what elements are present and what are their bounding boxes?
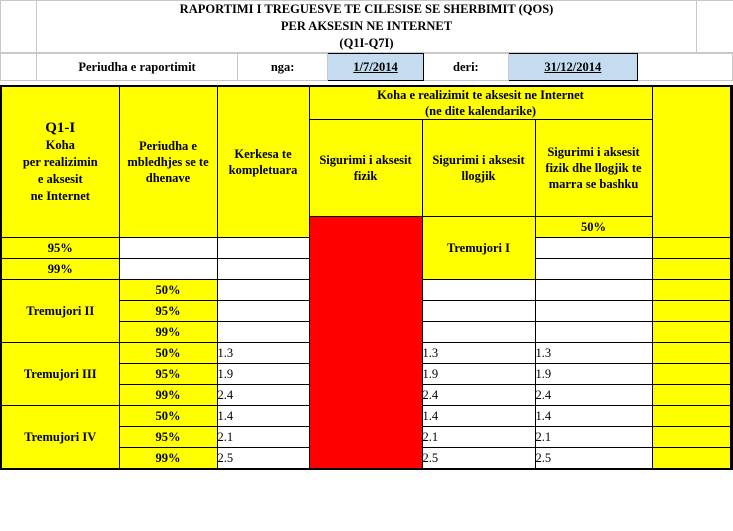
value-physical[interactable]: 2.1 xyxy=(217,427,309,448)
value-combined[interactable] xyxy=(535,280,652,301)
red-indicator-block xyxy=(309,217,422,470)
header-indicator-q1i xyxy=(1,86,119,238)
header-collection-period: Periudha e mbledhjes se te dhenave xyxy=(119,86,217,238)
row-right-spacer xyxy=(652,238,730,259)
period-from-value[interactable]: 1/7/2014 xyxy=(328,54,423,81)
title-line-3: (Q1I-Q7I) xyxy=(339,36,394,50)
indicator-line-2: per realizimin xyxy=(22,154,98,169)
value-combined[interactable] xyxy=(535,259,652,280)
row-right-spacer xyxy=(652,385,730,406)
period-right-spacer xyxy=(637,54,732,81)
value-combined[interactable] xyxy=(535,238,652,259)
row-right-spacer xyxy=(652,301,730,322)
value-combined[interactable]: 2.4 xyxy=(535,385,652,406)
requirement-pct: 99% xyxy=(119,448,217,470)
title-line-2: PER AKSESIN NE INTERNET xyxy=(280,19,453,33)
value-combined[interactable] xyxy=(535,322,652,343)
value-logical[interactable] xyxy=(422,322,535,343)
row-right-spacer xyxy=(652,280,730,301)
period-left-spacer xyxy=(1,54,37,81)
title-left-spacer xyxy=(1,1,37,53)
value-physical[interactable] xyxy=(119,259,217,280)
quarter-label-1: Tremujori I xyxy=(422,217,535,280)
value-logical[interactable] xyxy=(422,280,535,301)
value-physical[interactable]: 2.5 xyxy=(217,448,309,470)
page-title xyxy=(37,1,697,53)
period-to-value[interactable]: 31/12/2014 xyxy=(509,54,638,81)
requirement-pct: 95% xyxy=(119,301,217,322)
requirement-pct: 95% xyxy=(119,364,217,385)
quarter-label-4: Tremujori IV xyxy=(1,406,119,470)
header-physical-access: Sigurimi i aksesit fizik xyxy=(309,120,422,217)
value-physical[interactable] xyxy=(217,322,309,343)
requirement-pct: 99% xyxy=(119,322,217,343)
report-title-block xyxy=(0,0,733,53)
indicator-line-4: ne Internet xyxy=(30,188,90,203)
reporting-period-row xyxy=(0,53,733,81)
period-to-label: deri: xyxy=(423,54,508,81)
value-combined[interactable]: 2.1 xyxy=(535,427,652,448)
requirement-pct: 50% xyxy=(119,343,217,364)
requirement-pct: 50% xyxy=(535,217,652,238)
value-combined[interactable] xyxy=(535,301,652,322)
period-from-label: nga: xyxy=(237,54,327,81)
value-logical[interactable]: 1.3 xyxy=(422,343,535,364)
title-line-1: RAPORTIMI I TREGUESVE TE CILESISE SE SHERBIMIT (QOS) xyxy=(179,2,554,16)
header-logical-access: Sigurimi i aksesit llogjik xyxy=(422,120,535,217)
value-logical[interactable] xyxy=(217,259,309,280)
value-logical[interactable]: 1.4 xyxy=(422,406,535,427)
header-right-spacer xyxy=(652,86,730,238)
row-right-spacer xyxy=(731,217,732,238)
value-combined[interactable]: 1.3 xyxy=(535,343,652,364)
requirement-pct: 95% xyxy=(119,427,217,448)
value-logical[interactable]: 2.5 xyxy=(422,448,535,470)
requirement-pct: 50% xyxy=(119,280,217,301)
period-label: Periudha e raportimit xyxy=(37,54,238,81)
value-physical[interactable] xyxy=(119,238,217,259)
value-logical[interactable]: 1.9 xyxy=(422,364,535,385)
value-logical[interactable] xyxy=(422,301,535,322)
value-physical[interactable]: 1.3 xyxy=(217,343,309,364)
value-combined[interactable]: 1.9 xyxy=(535,364,652,385)
value-physical[interactable] xyxy=(217,280,309,301)
row-right-spacer xyxy=(652,406,730,427)
indicator-line-3: e aksesit xyxy=(37,171,83,186)
title-right-spacer xyxy=(697,1,733,53)
requirement-pct: 99% xyxy=(1,259,119,280)
row-right-spacer xyxy=(652,322,730,343)
row-right-spacer xyxy=(652,364,730,385)
requirement-pct: 50% xyxy=(119,406,217,427)
group-header-line-2: (ne dite kalendarike) xyxy=(424,104,537,118)
qos-data-table xyxy=(0,85,733,470)
value-logical[interactable]: 2.4 xyxy=(422,385,535,406)
value-combined[interactable]: 1.4 xyxy=(535,406,652,427)
row-right-spacer xyxy=(652,427,730,448)
row-right-spacer xyxy=(652,259,730,280)
group-header-line-1: Koha e realizimit te aksesit ne Internet xyxy=(377,88,584,102)
row-right-spacer xyxy=(652,448,730,470)
header-access-time-group xyxy=(309,86,652,120)
table-header-row-1 xyxy=(1,86,732,120)
quarter-label-3: Tremujori III xyxy=(1,343,119,406)
row-right-spacer xyxy=(652,343,730,364)
header-requirement: Kerkesa te kompletuara xyxy=(217,86,309,238)
value-physical[interactable] xyxy=(217,301,309,322)
indicator-code: Q1-I xyxy=(45,119,76,136)
value-logical[interactable] xyxy=(217,238,309,259)
value-physical[interactable]: 1.4 xyxy=(217,406,309,427)
quarter-label-2: Tremujori II xyxy=(1,280,119,343)
requirement-pct: 99% xyxy=(119,385,217,406)
requirement-pct: 95% xyxy=(1,238,119,259)
indicator-line-1: Koha xyxy=(45,137,75,152)
value-physical[interactable]: 1.9 xyxy=(217,364,309,385)
value-combined[interactable]: 2.5 xyxy=(535,448,652,470)
value-physical[interactable]: 2.4 xyxy=(217,385,309,406)
header-combined-access: Sigurimi i aksesit fizik dhe llogjik te marra se bashku xyxy=(535,120,652,217)
value-logical[interactable]: 2.1 xyxy=(422,427,535,448)
